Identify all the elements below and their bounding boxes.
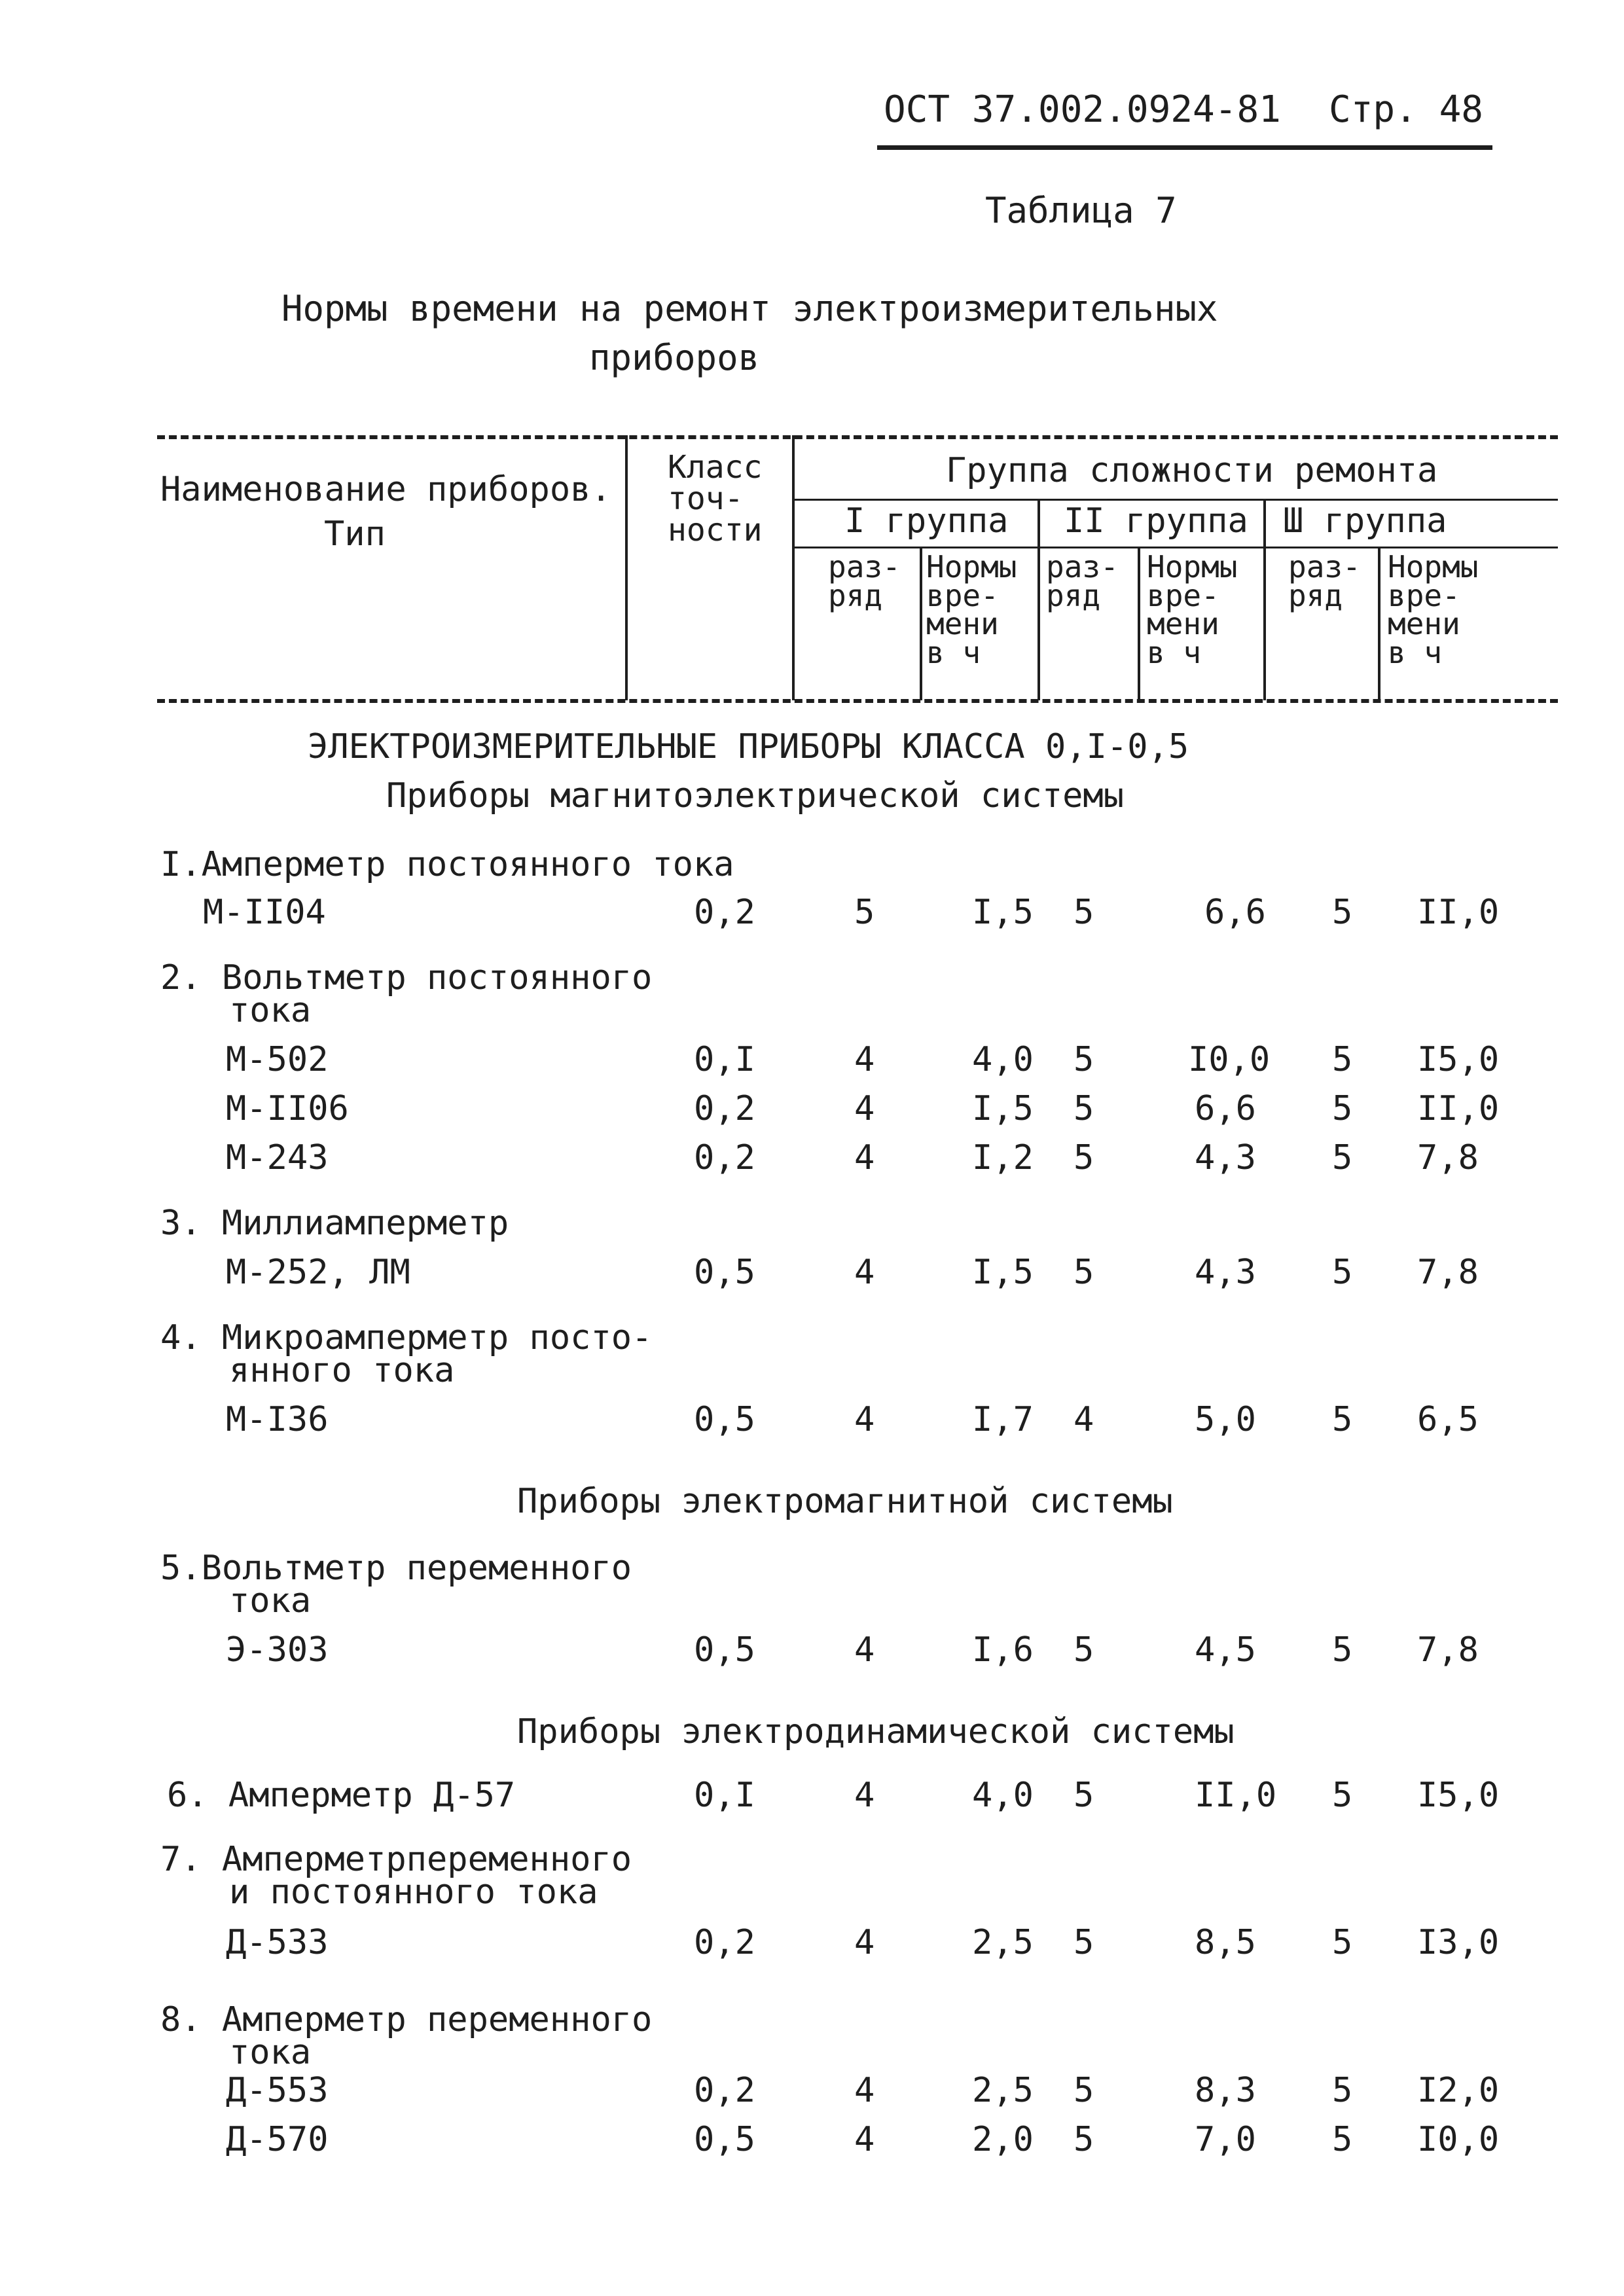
col-header-accuracy: Класс точ- ности (668, 449, 763, 548)
item-5-name: 5.Вольтметр переменного (160, 1549, 632, 1588)
col-divider-g1-sub (920, 547, 922, 700)
col-header-g1-norm: Нормы вре- мени в ч (926, 549, 1017, 671)
cell-g1-grade: 4 (854, 2071, 875, 2110)
cell-g1-grade: 4 (854, 1253, 875, 1292)
cell-g2-grade: 5 (1074, 1089, 1094, 1128)
col-header-g3-grade: раз- ряд (1288, 549, 1361, 613)
cell-g1-norm: 2,5 (972, 2071, 1034, 2110)
cell-accuracy: 0,2 (694, 893, 755, 932)
cell-g1-norm: I,5 (972, 1089, 1034, 1128)
cell-type: Д-553 (226, 2071, 329, 2110)
cell-type: М-II04 (203, 893, 326, 932)
section-electrodynamic: Приборы электродинамической системы (517, 1712, 1235, 1751)
col-header-g1-grade: раз- ряд (828, 549, 901, 613)
cell-g1-grade: 5 (854, 893, 875, 932)
cell-type: 6. Амперметр Д-57 (167, 1776, 516, 1815)
cell-g3-norm: II,0 (1417, 1089, 1500, 1128)
item-4-name: 4. Микроамперметр посто- (160, 1318, 653, 1357)
group-subheader-underline (792, 547, 1558, 548)
cell-type: Э-303 (226, 1630, 329, 1670)
cell-g2-norm: 8,3 (1195, 2071, 1256, 2110)
cell-g3-grade: 5 (1332, 1400, 1353, 1439)
table-label: Таблица 7 (985, 190, 1177, 231)
cell-g1-grade: 4 (854, 1923, 875, 1962)
cell-g2-norm: 4,3 (1195, 1253, 1256, 1292)
header-rule (877, 145, 1492, 150)
table-top-rule (157, 435, 1558, 439)
cell-g2-grade: 5 (1074, 2120, 1094, 2159)
cell-g1-grade: 4 (854, 1138, 875, 1177)
cell-type: М-243 (226, 1138, 329, 1177)
item-4-name-cont: янного тока (229, 1351, 455, 1390)
cell-g3-grade: 5 (1332, 893, 1353, 932)
col-header-g2-grade: раз- ряд (1046, 549, 1119, 613)
cell-type: М-I36 (226, 1400, 329, 1439)
col-header-group: Группа сложности ремонта (946, 451, 1438, 490)
cell-g2-grade: 5 (1074, 1923, 1094, 1962)
cell-type: Д-533 (226, 1923, 329, 1962)
cell-accuracy: 0,2 (694, 1138, 755, 1177)
cell-g2-grade: 5 (1074, 1630, 1094, 1670)
cell-g2-norm: 6,6 (1195, 1089, 1256, 1128)
table-title-line2: приборов (589, 337, 760, 378)
item-8-name-cont: тока (229, 2033, 312, 2072)
item-3-name: 3. Миллиамперметр (160, 1204, 509, 1243)
cell-g2-norm: II,0 (1195, 1776, 1277, 1815)
col-header-group1: I группа (844, 501, 1009, 541)
cell-g2-norm: I0,0 (1188, 1040, 1271, 1079)
item-7-name: 7. Амперметрпеременного (160, 1840, 632, 1879)
cell-g3-grade: 5 (1332, 1253, 1353, 1292)
col-divider-group2 (1263, 499, 1266, 700)
cell-g2-grade: 5 (1074, 1253, 1094, 1292)
col-header-type: Тип (324, 514, 386, 554)
col-divider-accuracy (792, 435, 795, 700)
cell-g2-norm: 4,3 (1195, 1138, 1256, 1177)
col-header-name: Наименование приборов. (160, 470, 611, 509)
cell-g1-norm: 2,5 (972, 1923, 1034, 1962)
section-main: ЭЛЕКТРОИЗМЕРИТЕЛЬНЫЕ ПРИБОРЫ КЛАССА 0,I-0,5 (308, 727, 1189, 766)
cell-g1-norm: I,7 (972, 1400, 1034, 1439)
cell-g3-norm: I5,0 (1417, 1776, 1500, 1815)
cell-g1-grade: 4 (854, 1400, 875, 1439)
cell-g1-norm: I,6 (972, 1630, 1034, 1670)
cell-g1-grade: 4 (854, 1630, 875, 1670)
item-8-name: 8. Амперметр переменного (160, 2000, 653, 2039)
item-7-name-cont: и постоянного тока (229, 1873, 598, 1912)
cell-type: М-252, ЛМ (226, 1253, 410, 1292)
standard-number: ОСТ 37.002.0924-81 (884, 88, 1281, 131)
cell-g2-grade: 5 (1074, 1040, 1094, 1079)
cell-g2-norm: 7,0 (1195, 2120, 1256, 2159)
cell-accuracy: 0,5 (694, 1630, 755, 1670)
cell-accuracy: 0,I (694, 1776, 755, 1815)
cell-g2-grade: 5 (1074, 893, 1094, 932)
cell-g1-norm: I,2 (972, 1138, 1034, 1177)
cell-g3-grade: 5 (1332, 1923, 1353, 1962)
cell-g3-grade: 5 (1332, 1040, 1353, 1079)
cell-g2-norm: 4,5 (1195, 1630, 1256, 1670)
cell-g1-norm: I,5 (972, 1253, 1034, 1292)
cell-accuracy: 0,2 (694, 1923, 755, 1962)
cell-accuracy: 0,5 (694, 1400, 755, 1439)
cell-g3-norm: II,0 (1417, 893, 1500, 932)
group-header-underline (792, 499, 1558, 501)
cell-g2-norm: 8,5 (1195, 1923, 1256, 1962)
cell-type: М-502 (226, 1040, 329, 1079)
item-5-name-cont: тока (229, 1581, 312, 1621)
cell-g2-grade: 4 (1074, 1400, 1094, 1439)
cell-g3-grade: 5 (1332, 2120, 1353, 2159)
cell-g3-norm: 6,5 (1417, 1400, 1479, 1439)
item-2-name-cont: тока (229, 991, 312, 1030)
cell-g3-norm: 7,8 (1417, 1138, 1479, 1177)
cell-g3-norm: I2,0 (1417, 2071, 1500, 2110)
cell-g2-grade: 5 (1074, 2071, 1094, 2110)
cell-g3-grade: 5 (1332, 1089, 1353, 1128)
cell-g3-norm: I0,0 (1417, 2120, 1500, 2159)
cell-accuracy: 0,5 (694, 1253, 755, 1292)
section-electromagnetic: Приборы электромагнитной системы (517, 1482, 1173, 1521)
table-title-line1: Нормы времени на ремонт электроизмерительных (281, 288, 1218, 329)
cell-g3-grade: 5 (1332, 2071, 1353, 2110)
page-number: Стр. 48 (1329, 88, 1484, 131)
cell-accuracy: 0,I (694, 1040, 755, 1079)
col-divider-g3-sub (1378, 547, 1380, 700)
cell-type: Д-570 (226, 2120, 329, 2159)
item-2-name: 2. Вольтметр постоянного (160, 958, 653, 997)
cell-g1-grade: 4 (854, 1089, 875, 1128)
cell-g3-grade: 5 (1332, 1138, 1353, 1177)
col-divider-group1 (1038, 499, 1040, 700)
col-header-group2: II группа (1064, 501, 1248, 541)
cell-g1-norm: 4,0 (972, 1040, 1034, 1079)
section-magnetoelectric: Приборы магнитоэлектрической системы (386, 776, 1125, 816)
cell-g3-norm: 7,8 (1417, 1253, 1479, 1292)
cell-accuracy: 0,2 (694, 2071, 755, 2110)
cell-g3-grade: 5 (1332, 1776, 1353, 1815)
cell-g1-grade: 4 (854, 1776, 875, 1815)
cell-g1-norm: I,5 (972, 893, 1034, 932)
cell-accuracy: 0,2 (694, 1089, 755, 1128)
cell-g2-norm: 5,0 (1195, 1400, 1256, 1439)
cell-g1-norm: 4,0 (972, 1776, 1034, 1815)
cell-g3-norm: 7,8 (1417, 1630, 1479, 1670)
cell-g1-norm: 2,0 (972, 2120, 1034, 2159)
cell-accuracy: 0,5 (694, 2120, 755, 2159)
cell-g1-grade: 4 (854, 2120, 875, 2159)
col-divider-name (625, 435, 628, 700)
cell-g2-norm: 6,6 (1204, 893, 1266, 932)
cell-g3-grade: 5 (1332, 1630, 1353, 1670)
item-1-name: I.Амперметр постоянного тока (160, 845, 734, 884)
cell-g2-grade: 5 (1074, 1138, 1094, 1177)
cell-g3-norm: I5,0 (1417, 1040, 1500, 1079)
cell-g3-norm: I3,0 (1417, 1923, 1500, 1962)
col-divider-g2-sub (1138, 547, 1140, 700)
table-header-bottom-rule (157, 699, 1558, 703)
cell-type: М-II06 (226, 1089, 349, 1128)
cell-g2-grade: 5 (1074, 1776, 1094, 1815)
col-header-g3-norm: Нормы вре- мени в ч (1388, 549, 1479, 671)
col-header-g2-norm: Нормы вре- мени в ч (1147, 549, 1238, 671)
col-header-group3: Ш группа (1283, 501, 1447, 541)
cell-g1-grade: 4 (854, 1040, 875, 1079)
